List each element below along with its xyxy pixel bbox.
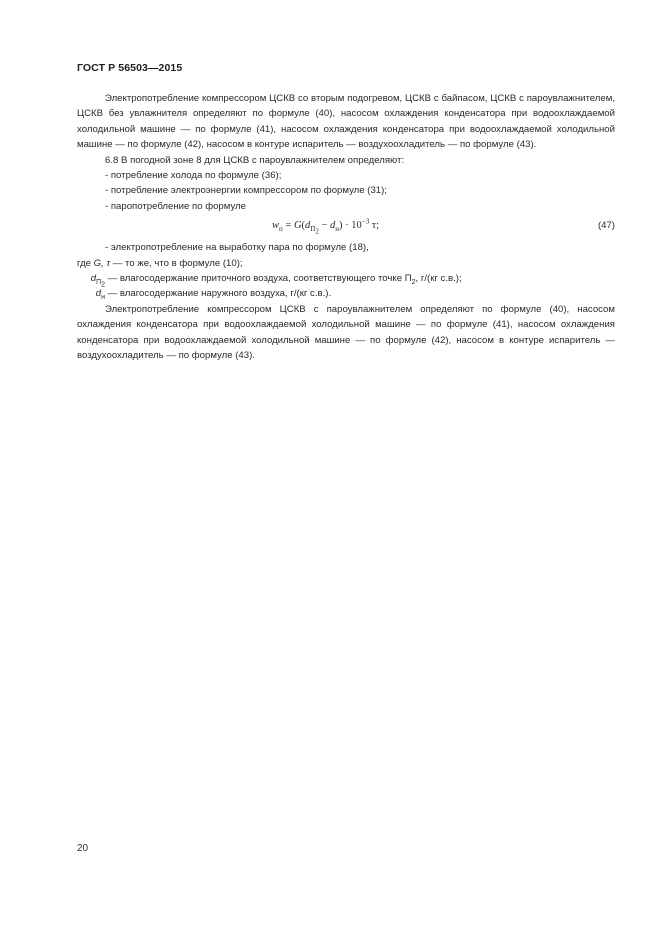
list-item: - электропотребление на выработку пара по формуле (18),: [105, 242, 369, 254]
definition-d-p2: $d_{П_2}$ — влагосодержание приточного воздуха, соответствующего точке $П_2$, г/(кг с.в.);: [90, 273, 462, 289]
paragraph-electricity-consumption: Электропотребление компрессором ЦСКВ со вторым подогревом, ЦСКВ с байпасом, ЦСКВ с пароувлажнителем, ЦСКВ без увлажнителя определяют по формуле (40), насосом охлаждения конденсатора при водоохлаждаемой холодильной машине — по формуле (41), насосом охлаждения конденсатора при водоохлаждаемой холодильной машине — по формуле (42), насосом в контуре испаритель — воздухоохладитель — по формуле (43).: [77, 93, 615, 151]
page-number: 20: [77, 843, 89, 854]
standard-header: ГОСТ Р 56503—2015: [77, 62, 183, 74]
list-item: - потребление холода по формуле (36);: [105, 170, 282, 182]
section-6-8-heading: 6.8 В погодной зоне 8 для ЦСКВ с пароувлажнителем определяют:: [105, 154, 405, 166]
definition-d-n: $d_н$ — влагосодержание наружного воздуха, г/(кг с.в.).: [95, 288, 332, 302]
formula-number: (47): [597, 220, 615, 232]
formula-expression: $w_п = G(d_{П_2} - d_н) \cdot 10^{-3}$ τ;: [272, 217, 379, 236]
where-clause: где G, τ — то же, что в формуле (10);: [77, 257, 243, 269]
formula-47: [77, 214, 615, 240]
list-item: - паропотребление по формуле: [105, 200, 246, 212]
paragraph-steam-humidifier: Электропотребление компрессором ЦСКВ с пароувлажнителем определяют по формуле (40), насосом охлаждения конденсатора при водоохлаждаемой холодильной машине — по формуле (41), насосом охлаждения конденсатора при водоохлаждаемой холодильной машине — по формуле (42), насосом в контуре испаритель — воздухоохладитель — по формуле (43).: [77, 303, 615, 362]
document-body: [77, 91, 615, 364]
list-item: - потребление электроэнергии компрессором по формуле (31);: [105, 185, 387, 197]
